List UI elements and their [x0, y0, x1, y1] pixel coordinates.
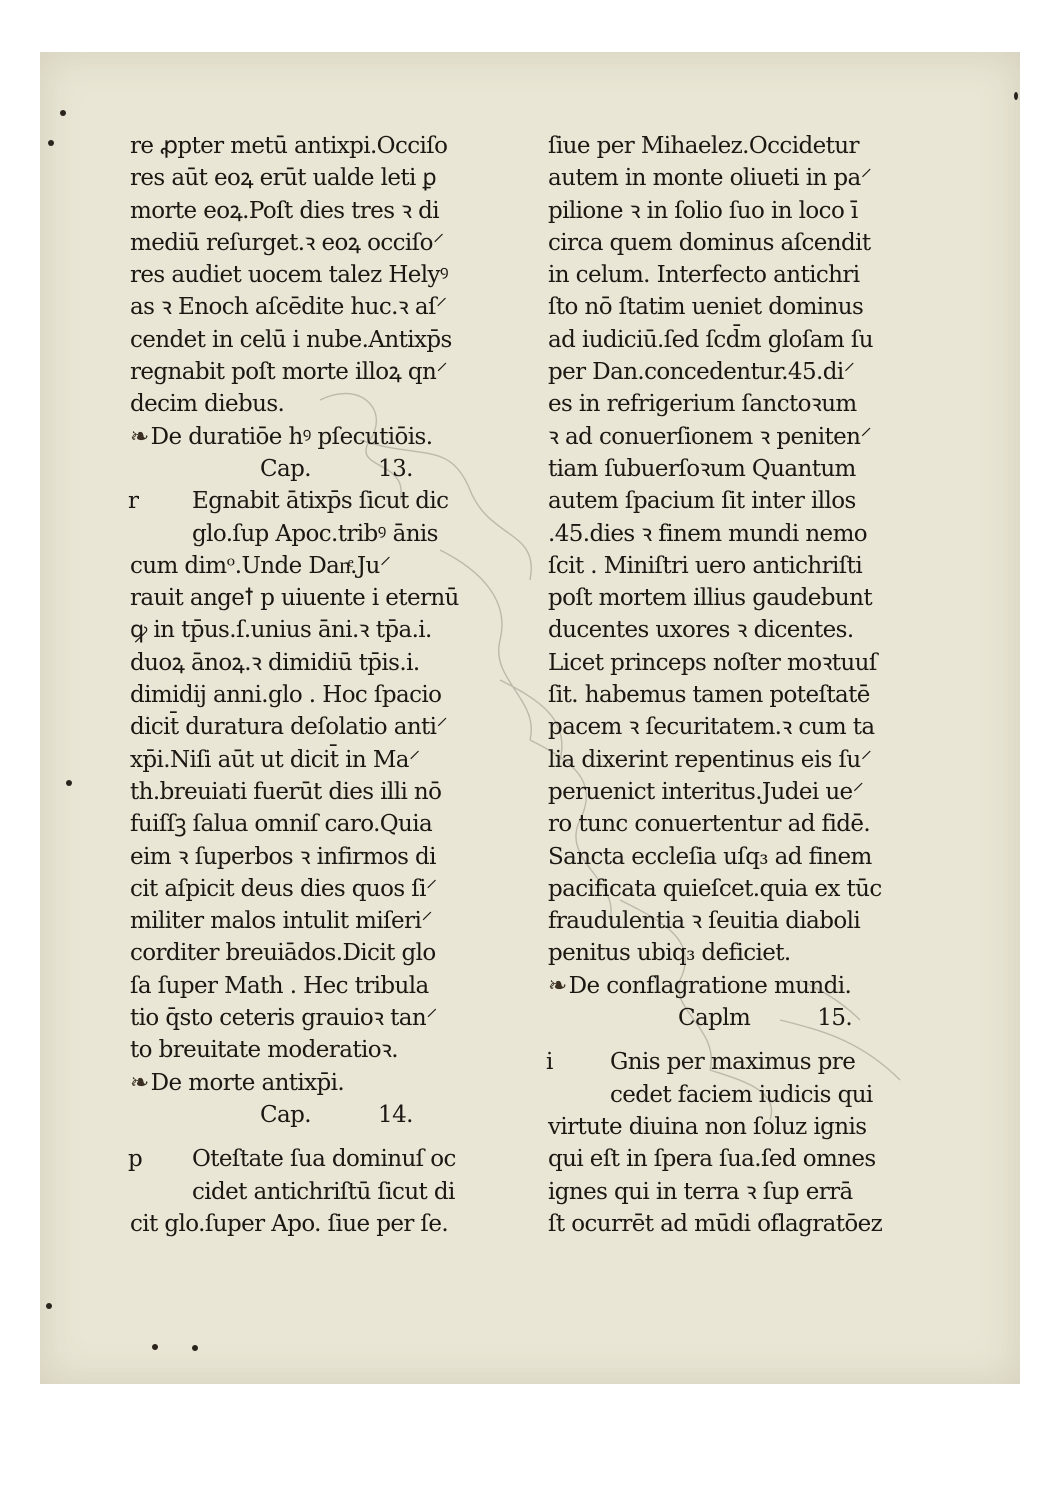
paragraph-gap — [130, 1131, 475, 1143]
pilcrow-icon: ❧ — [130, 423, 149, 450]
margin-dot-7 — [1014, 92, 1018, 100]
text-line: regnabit poſt morte illoꝝ qn⸍ — [130, 359, 448, 386]
text-line: decim diebus. — [130, 391, 285, 418]
guide-letter: r — [128, 488, 139, 515]
paragraph-initial-line — [548, 1046, 888, 1078]
margin-dot-5 — [152, 1344, 158, 1350]
text-line: qui eſt in ſpera ſua.ſed omnes — [548, 1146, 876, 1173]
text-line: lia dixerint repentinus eis ſu⸍ — [548, 746, 872, 773]
text-line: fuiſſꝫ ſalua omniſ caro.Quia — [130, 811, 433, 838]
text-line: ſcit . Miniſtri uero antichriſti — [548, 552, 863, 579]
paragraph-initial-line — [130, 1143, 475, 1175]
text-line: th.breuiati fuerūt dies illi nō — [130, 778, 442, 805]
text-line: re ꝓpter metū antixpi.Occiſo — [130, 133, 448, 159]
text-line: peruenict interitus.Judei ue⸍ — [548, 778, 864, 805]
text-line: res aūt eoꝝ erūt ualde leti ꝑ — [130, 165, 436, 192]
chapter-number-14: Cap. 14. — [260, 1101, 413, 1128]
margin-dot-6 — [192, 1345, 198, 1351]
text-line: res audiet uocem talez Helyꝰ — [130, 262, 449, 289]
paragraph-gap — [548, 1034, 888, 1046]
text-line: .45.dies ꝛ finem mundi nemo — [548, 520, 868, 547]
paragraph-initial-line — [130, 485, 475, 517]
text-line: rauit angeꝉ p uiuente i eternū — [130, 585, 459, 612]
guide-letter: i — [546, 1049, 553, 1076]
text-line: ducentes uxores ꝛ dicentes. — [548, 617, 854, 644]
text-line: ꝙ in tp̄us.ſ.unius āni.ꝛ tp̄a.i. — [130, 617, 432, 644]
text-line: cit aſpicit deus dies quos ſi⸍ — [130, 875, 437, 902]
text-line: autem ſpacium ſit inter illos — [548, 488, 856, 515]
text-line: autem in monte oliueti in pa⸍ — [548, 165, 872, 192]
text-line: militer malos intulit miſeri⸍ — [130, 908, 433, 935]
text-line: ignes qui in terra ꝛ ſup errā — [548, 1178, 853, 1205]
text-line: mediū reſurget.ꝛ eoꝝ occiſo⸍ — [130, 229, 444, 256]
text-line: pilione ꝛ in ſolio ſuo in loco ī — [548, 197, 858, 224]
text-line: glo.ſup Apoc.tribꝰ ānis — [192, 520, 438, 547]
text-line: Oteſtate ſua dominuſ oc — [192, 1146, 456, 1173]
margin-dot-1 — [60, 110, 66, 116]
chapter-heading-15-text: De conflagratione mundi. — [568, 972, 852, 999]
chapter-number-13: Cap. 13. — [260, 455, 413, 482]
text-line: dicit̄ duratura deſolatio anti⸍ — [130, 714, 448, 741]
text-line: ſit. habemus tamen poteſtatē — [548, 682, 870, 709]
chapter-heading-14 — [130, 1067, 475, 1099]
text-line: virtute diuina non ſoluz ignis — [548, 1113, 867, 1140]
text-line: fraudulentia ꝛ ſeuitia diaboli — [548, 908, 861, 935]
text-line: poſt mortem illius gaudebunt — [548, 585, 872, 612]
text-line: Licet princeps noſter moꝛtuuſ — [548, 649, 877, 676]
text-line: duoꝝ ānoꝝ.ꝛ dimidiū tp̄is.i. — [130, 649, 420, 676]
text-line: ſiue per Mihaelez.Occidetur — [548, 133, 859, 159]
guide-letter: p — [128, 1146, 143, 1173]
text-line: xp̄i.Niſi aūt ut dicit̄ in Ma⸍ — [130, 746, 420, 773]
pilcrow-icon: ❧ — [130, 1069, 149, 1096]
text-line: tiam ſubuerſoꝛum Quantum — [548, 455, 856, 482]
text-line: penitus ubiq₃ deficiet. — [548, 940, 791, 967]
chapter-heading-13-text: De duratiōe hꝰ pſecutiōis. — [150, 423, 433, 450]
text-line: cedet faciem iudicis qui — [610, 1081, 873, 1108]
margin-dot-3 — [66, 780, 72, 786]
margin-dot-4 — [46, 1303, 52, 1309]
text-line: ſto nō ſtatim ueniet dominus — [548, 294, 864, 321]
text-line: morte eoꝝ.Poſt dies tres ꝛ di — [130, 197, 439, 224]
text-line: tio q̄sto ceteris grauioꝛ tan⸍ — [130, 1005, 438, 1032]
text-line: ſa ſuper Math . Hec tribula — [130, 972, 429, 999]
text-line: cum dimᵒ.Unde Danͤ.Ju⸍ — [130, 552, 391, 579]
text-line: cidet antichriſtū ſicut di — [192, 1178, 455, 1205]
chapter-heading-13 — [130, 421, 475, 453]
text-line: cit glo.ſuper Apo. ſiue per ſe. — [130, 1210, 449, 1237]
text-line: to breuitate moderatioꝛ. — [130, 1037, 398, 1064]
left-column — [130, 130, 475, 1240]
text-line: ad iudiciū.ſed ſcd̄m gloſam ſu — [548, 326, 873, 353]
text-line: dimidij anni.glo . Hoc ſpacio — [130, 682, 442, 709]
text-line: Gnis per maximus pre — [610, 1049, 856, 1076]
text-line: ſt ocurrēt ad mūdi oflagratōez — [548, 1210, 883, 1237]
text-line: Sancta eccleſia uſq₃ ad finem — [548, 843, 872, 870]
right-column — [548, 130, 888, 1240]
text-line: eim ꝛ ſuperbos ꝛ infirmos di — [130, 843, 436, 870]
text-line: es in refrigerium ſanctoꝛum — [548, 391, 857, 418]
margin-dot-2 — [48, 140, 54, 146]
text-line: ro tunc conuertentur ad fidē. — [548, 811, 871, 838]
text-line: Egnabit ātixp̄s ſicut dic — [192, 488, 449, 515]
chapter-heading-14-text: De morte antixp̄i. — [150, 1069, 345, 1096]
text-line: pacem ꝛ ſecuritatem.ꝛ cum ta — [548, 714, 875, 741]
text-line: in celum. Interfecto antichri — [548, 262, 860, 289]
text-line: per Dan.concedentur.45.di⸍ — [548, 359, 855, 386]
text-line: ꝛ ad conuerſionem ꝛ peniten⸍ — [548, 423, 872, 450]
text-line: pacificata quieſcet.quia ex tūc — [548, 875, 882, 902]
chapter-number-15: Caplm 15. — [678, 1005, 853, 1032]
text-line: circa quem dominus aſcendit — [548, 229, 871, 256]
pilcrow-icon: ❧ — [548, 972, 567, 999]
text-line: as ꝛ Enoch aſcēdite huc.ꝛ aſ⸍ — [130, 294, 447, 321]
chapter-heading-15 — [548, 970, 888, 1002]
text-line: cendet in celū i nube.Antixp̄s — [130, 326, 452, 353]
text-line: corditer breuiādos.Dicit glo — [130, 940, 436, 967]
